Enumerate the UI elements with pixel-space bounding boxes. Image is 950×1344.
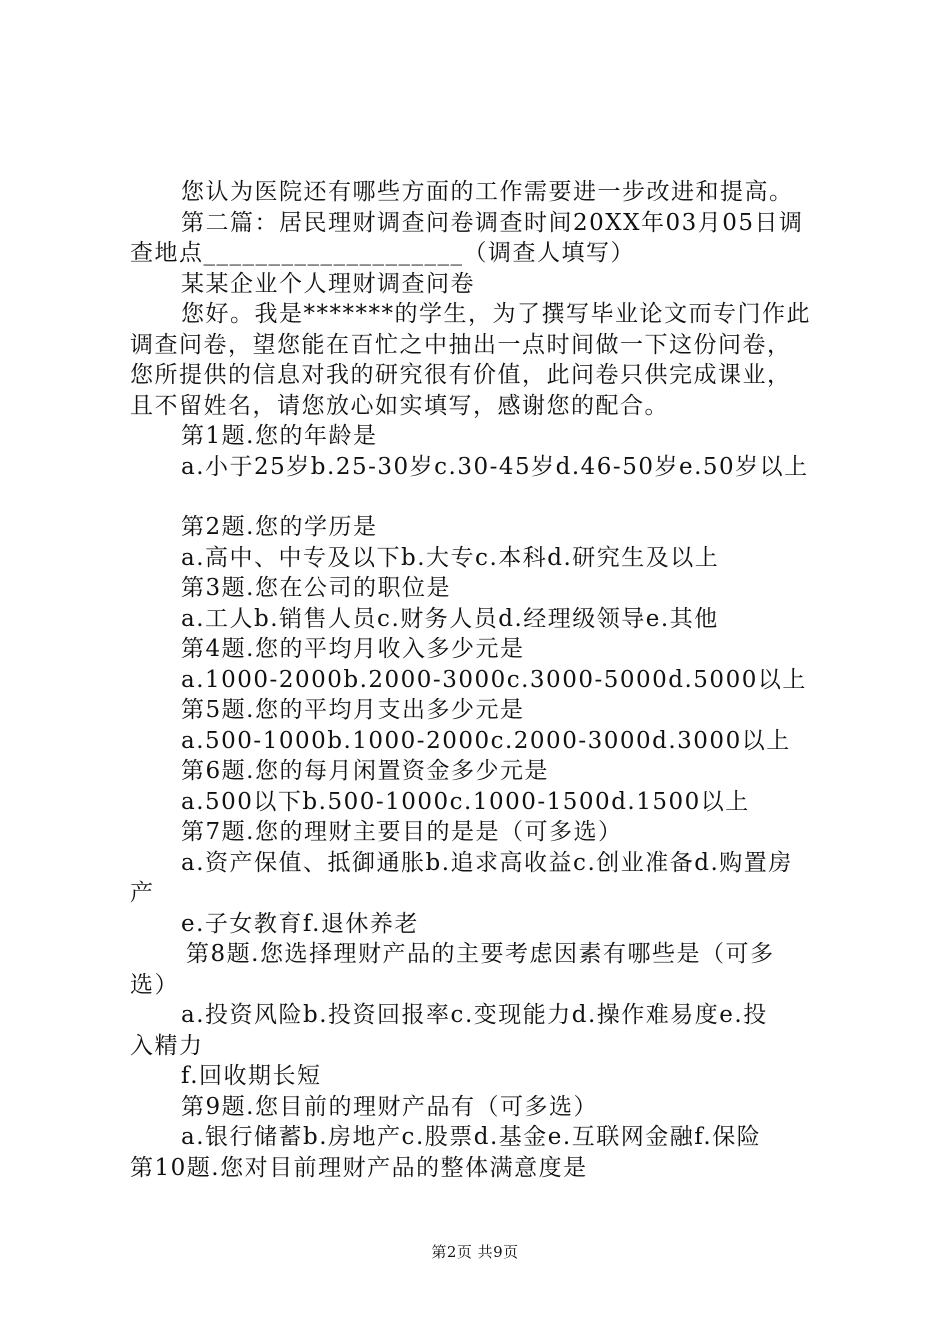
question-8: 第8题.您选择理财产品的主要考虑因素有哪些是（可多 <box>186 941 775 967</box>
question-4: 第4题.您的平均月收入多少元是 <box>181 636 525 662</box>
question-6: 第6题.您的每月闲置资金多少元是 <box>181 758 549 784</box>
survey-title: 某某企业个人理财调查问卷 <box>181 271 475 297</box>
question-8-options-wrap: 入精力 <box>130 1033 204 1059</box>
question-7-options: a.资产保值、抵御通胀b.追求高收益c.创业准备d.购置房 <box>181 850 793 876</box>
question-3-options: a.工人b.销售人员c.财务人员d.经理级领导e.其他 <box>181 606 719 632</box>
question-7-options-2: e.子女教育f.退休养老 <box>181 911 419 937</box>
question-10: 第10题.您对目前理财产品的整体满意度是 <box>130 1155 588 1181</box>
question-4-options: a.1000-2000b.2000-3000c.3000-5000d.5000以上 <box>181 667 807 693</box>
question-8-options: a.投资风险b.投资回报率c.变现能力d.操作难易度e.投 <box>181 1002 768 1028</box>
question-8-wrap: 选） <box>130 972 179 998</box>
intro-line-4: 且不留姓名，请您放心如实填写，感谢您的配合。 <box>130 393 669 419</box>
question-1-options: a.小于25岁b.25-30岁c.30-45岁d.46-50岁e.50岁以上 <box>181 454 809 480</box>
question-9-options: a.银行储蓄b.房地产c.股票d.基金e.互联网金融f.保险 <box>181 1124 762 1150</box>
question-7-options-wrap: 产 <box>130 880 155 906</box>
question-9: 第9题.您目前的理财产品有（可多选） <box>181 1094 598 1120</box>
text-line-3: 查地点____________________（调查人填写） <box>130 240 635 266</box>
question-6-options: a.500以下b.500-1000c.1000-1500d.1500以上 <box>181 789 750 815</box>
question-3: 第3题.您在公司的职位是 <box>181 575 451 601</box>
page-number: 第2页 共9页 <box>431 1243 519 1261</box>
question-1: 第1题.您的年龄是 <box>181 423 378 449</box>
intro-line-2: 调查问卷，望您能在百忙之中抽出一点时间做一下这份问卷， <box>130 332 792 358</box>
text-line-2: 第二篇：居民理财调查问卷调查时间20XX年03月05日调 <box>181 210 804 236</box>
intro-line-1: 您好。我是*******的学生，为了撰写毕业论文而专门作此 <box>181 301 811 327</box>
question-2-options: a.高中、中专及以下b.大专c.本科d.研究生及以上 <box>181 545 720 571</box>
question-7: 第7题.您的理财主要目的是是（可多选） <box>181 819 623 845</box>
question-2: 第2题.您的学历是 <box>181 514 378 540</box>
intro-line-3: 您所提供的信息对我的研究很有价值，此问卷只供完成课业， <box>130 362 792 388</box>
text-line-1: 您认为医院还有哪些方面的工作需要进一步改进和提高。 <box>181 179 794 205</box>
question-5: 第5题.您的平均月支出多少元是 <box>181 697 525 723</box>
question-8-options-2: f.回收期长短 <box>181 1063 322 1089</box>
question-5-options: a.500-1000b.1000-2000c.2000-3000d.3000以上 <box>181 728 791 754</box>
